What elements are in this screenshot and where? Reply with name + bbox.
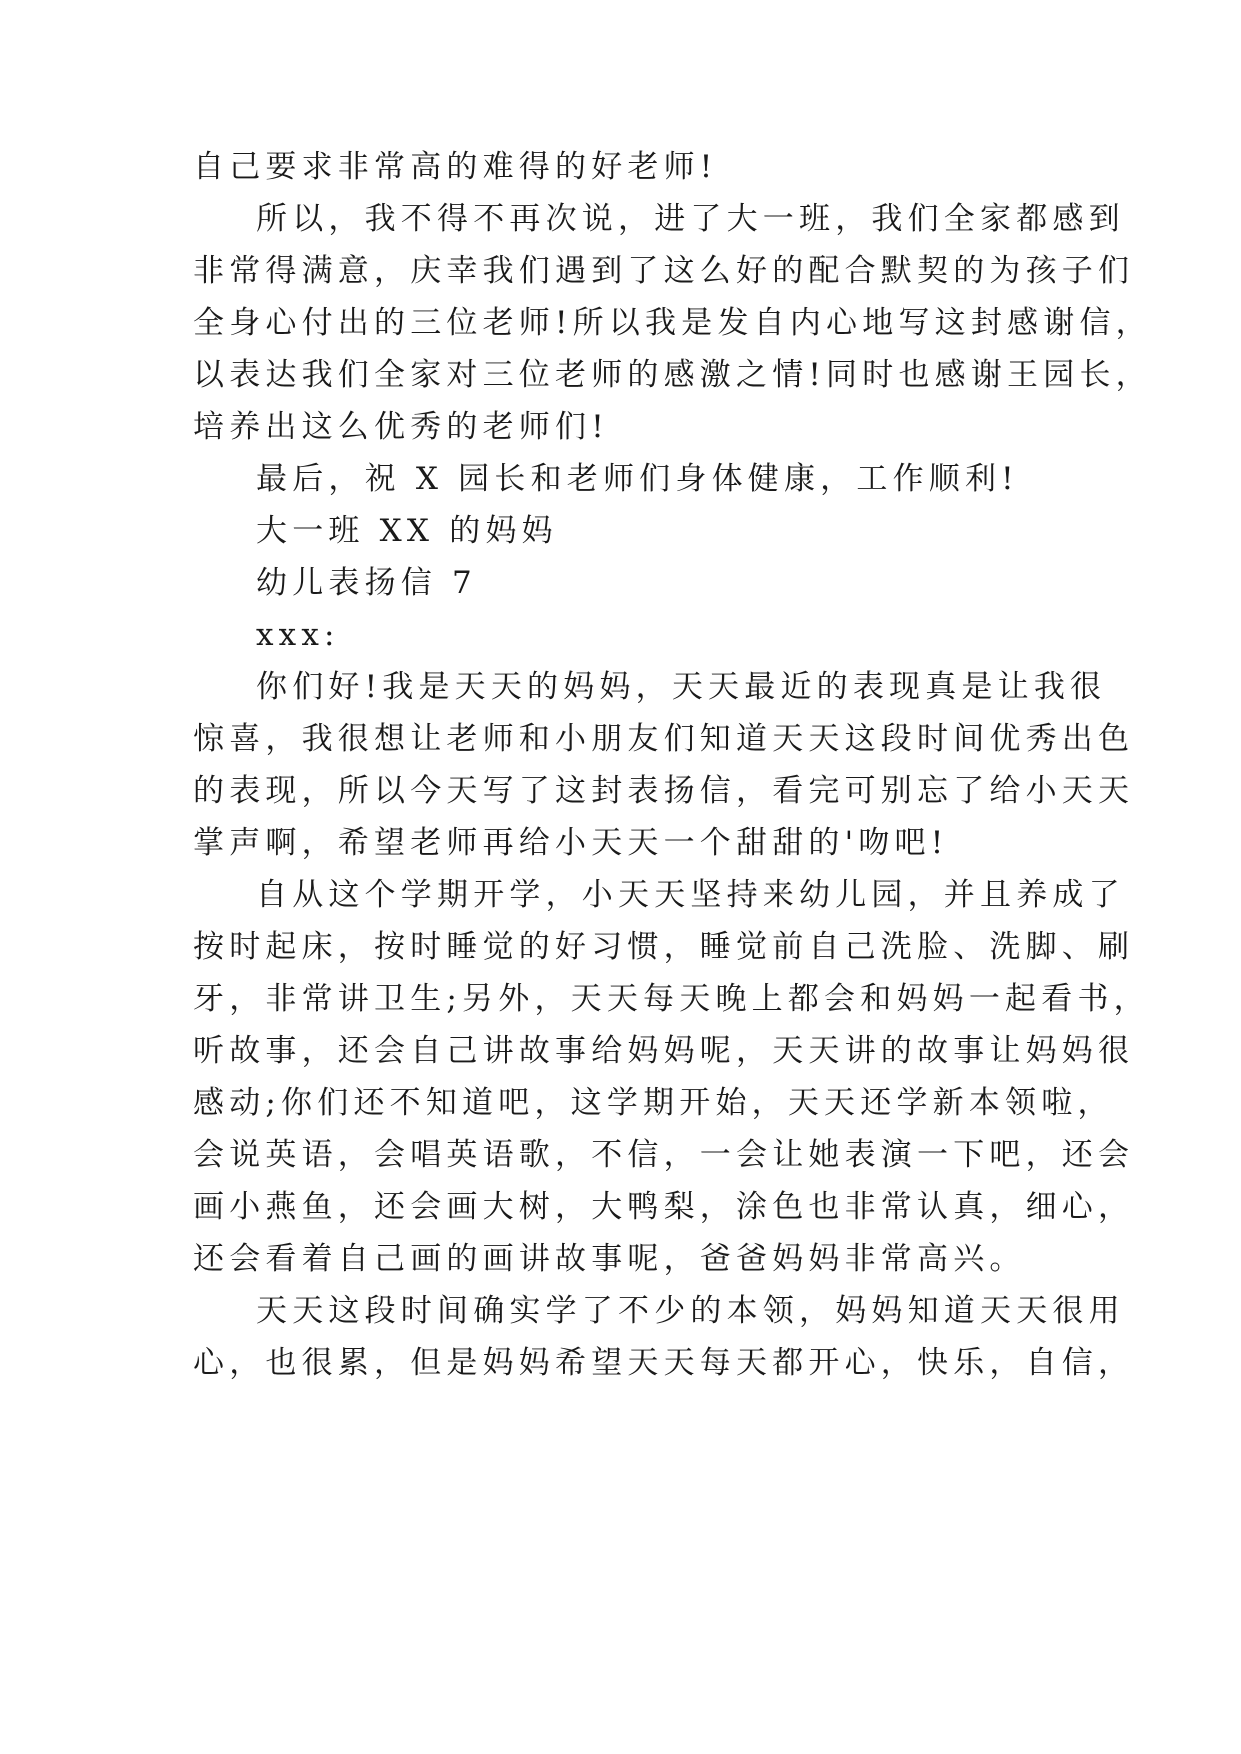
closing-wishes: 最后，祝 X 园长和老师们身体健康，工作顺利! (256, 461, 1019, 497)
text-line: 会说英语，会唱英语歌，不信，一会让她表演一下吧，还会 (193, 1137, 1135, 1173)
text-line: 自己要求非常高的难得的好老师! (193, 149, 718, 185)
text-line: 按时起床，按时睡觉的好习惯，睡觉前自己洗脸、洗脚、刷 (193, 929, 1135, 965)
text-line: 感动;你们还不知道吧，这学期开始，天天还学新本领啦， (193, 1085, 1114, 1121)
text-line: 还会看着自己画的画讲故事呢，爸爸妈妈非常高兴。 (193, 1241, 1026, 1277)
paragraph-start: 自从这个学期开学，小天天坚持来幼儿园，并且养成了 (256, 877, 1125, 913)
text-line: 画小燕鱼，还会画大树，大鸭梨，涂色也非常认真，细心， (193, 1189, 1135, 1225)
paragraph-start: 所以，我不得不再次说，进了大一班，我们全家都感到 (256, 201, 1125, 237)
section-title: 幼儿表扬信 7 (256, 565, 477, 601)
text-line: 掌声啊，希望老师再给小天天一个甜甜的'吻吧! (193, 825, 949, 861)
text-line: 牙，非常讲卫生;另外，天天每天晚上都会和妈妈一起看书， (193, 981, 1150, 1017)
text-line: 的表现，所以今天写了这封表扬信，看完可别忘了给小天天 (193, 773, 1135, 809)
text-line: 非常得满意，庆幸我们遇到了这么好的配合默契的为孩子们 (193, 253, 1135, 289)
text-line: 惊喜，我很想让老师和小朋友们知道天天这段时间优秀出色 (193, 721, 1135, 757)
paragraph-start: 天天这段时间确实学了不少的本领，妈妈知道天天很用 (256, 1293, 1125, 1329)
text-line: 心，也很累，但是妈妈希望天天每天都开心，快乐，自信， (193, 1345, 1135, 1381)
salutation: xxx: (256, 617, 340, 653)
text-line: 听故事，还会自己讲故事给妈妈呢，天天讲的故事让妈妈很 (193, 1033, 1135, 1069)
paragraph-start: 你们好!我是天天的妈妈，天天最近的表现真是让我很 (256, 669, 1107, 705)
signature: 大一班 XX 的妈妈 (256, 513, 558, 549)
text-line: 以表达我们全家对三位老师的感激之情!同时也感谢王园长， (193, 357, 1152, 393)
text-line: 培养出这么优秀的老师们! (193, 409, 609, 445)
text-line: 全身心付出的三位老师!所以我是发自内心地写这封感谢信， (193, 305, 1152, 341)
